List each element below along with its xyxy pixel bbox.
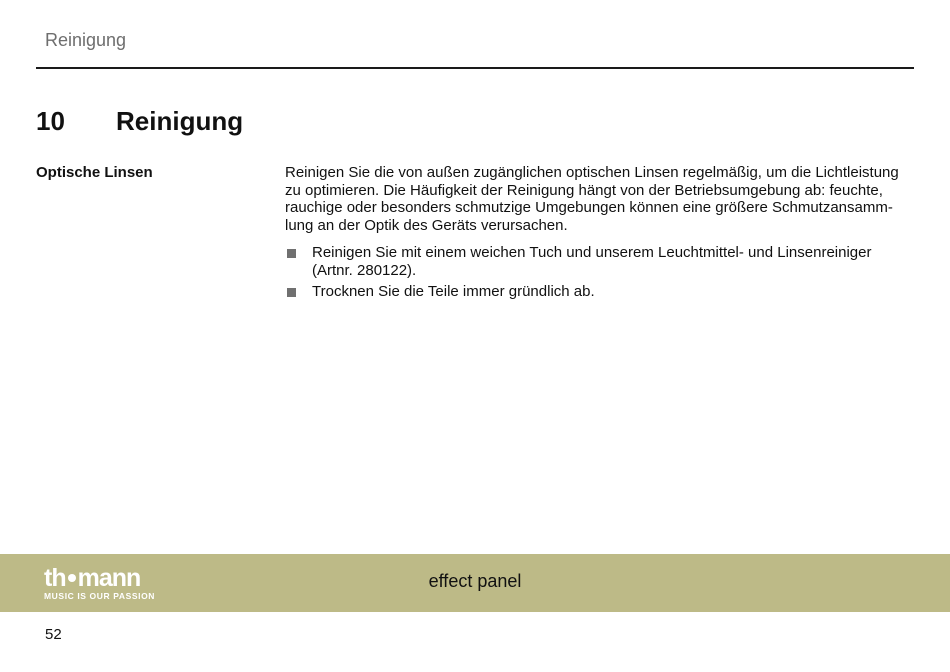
list-item bbox=[285, 283, 905, 301]
chapter-number: 10 bbox=[36, 106, 65, 136]
section-paragraph: Reinigen Sie die von außen zugänglichen optischen Linsen regelmäßig, um die Lichtleistung zu optimieren. Die Häufigkeit der Reinigung hängt von der Betriebsumgebung ab: feuchte, rauchige oder besonders schmutzige Umgebungen können eine größere Schmutzansamm- lung an der Optik des Geräts verursachen. bbox=[285, 164, 899, 234]
chapter-heading bbox=[36, 106, 243, 137]
logo-word-right: mann bbox=[77, 564, 141, 592]
bullet-list bbox=[285, 244, 905, 301]
footer-band bbox=[0, 554, 950, 612]
list-item-text: Trocknen Sie die Teile immer gründlich ab. bbox=[312, 283, 595, 300]
square-bullet-icon bbox=[287, 288, 296, 297]
section-heading: Optische Linsen bbox=[36, 164, 153, 181]
product-name: effect panel bbox=[428, 571, 522, 591]
chapter-title: Reinigung bbox=[116, 106, 244, 136]
logo-word-left: th bbox=[44, 564, 66, 592]
running-header: Reinigung bbox=[45, 30, 127, 50]
list-item bbox=[285, 244, 905, 279]
square-bullet-icon bbox=[287, 249, 296, 258]
page-number: 52 bbox=[45, 626, 62, 643]
list-item-text: Reinigen Sie mit einem weichen Tuch und unserem Leuchtmittel- und Linsenreiniger (Artnr. 280122). bbox=[312, 244, 872, 279]
logo-tagline: MUSIC IS OUR PASSION bbox=[44, 591, 156, 601]
header-rule bbox=[36, 67, 914, 69]
section-body bbox=[285, 164, 905, 305]
